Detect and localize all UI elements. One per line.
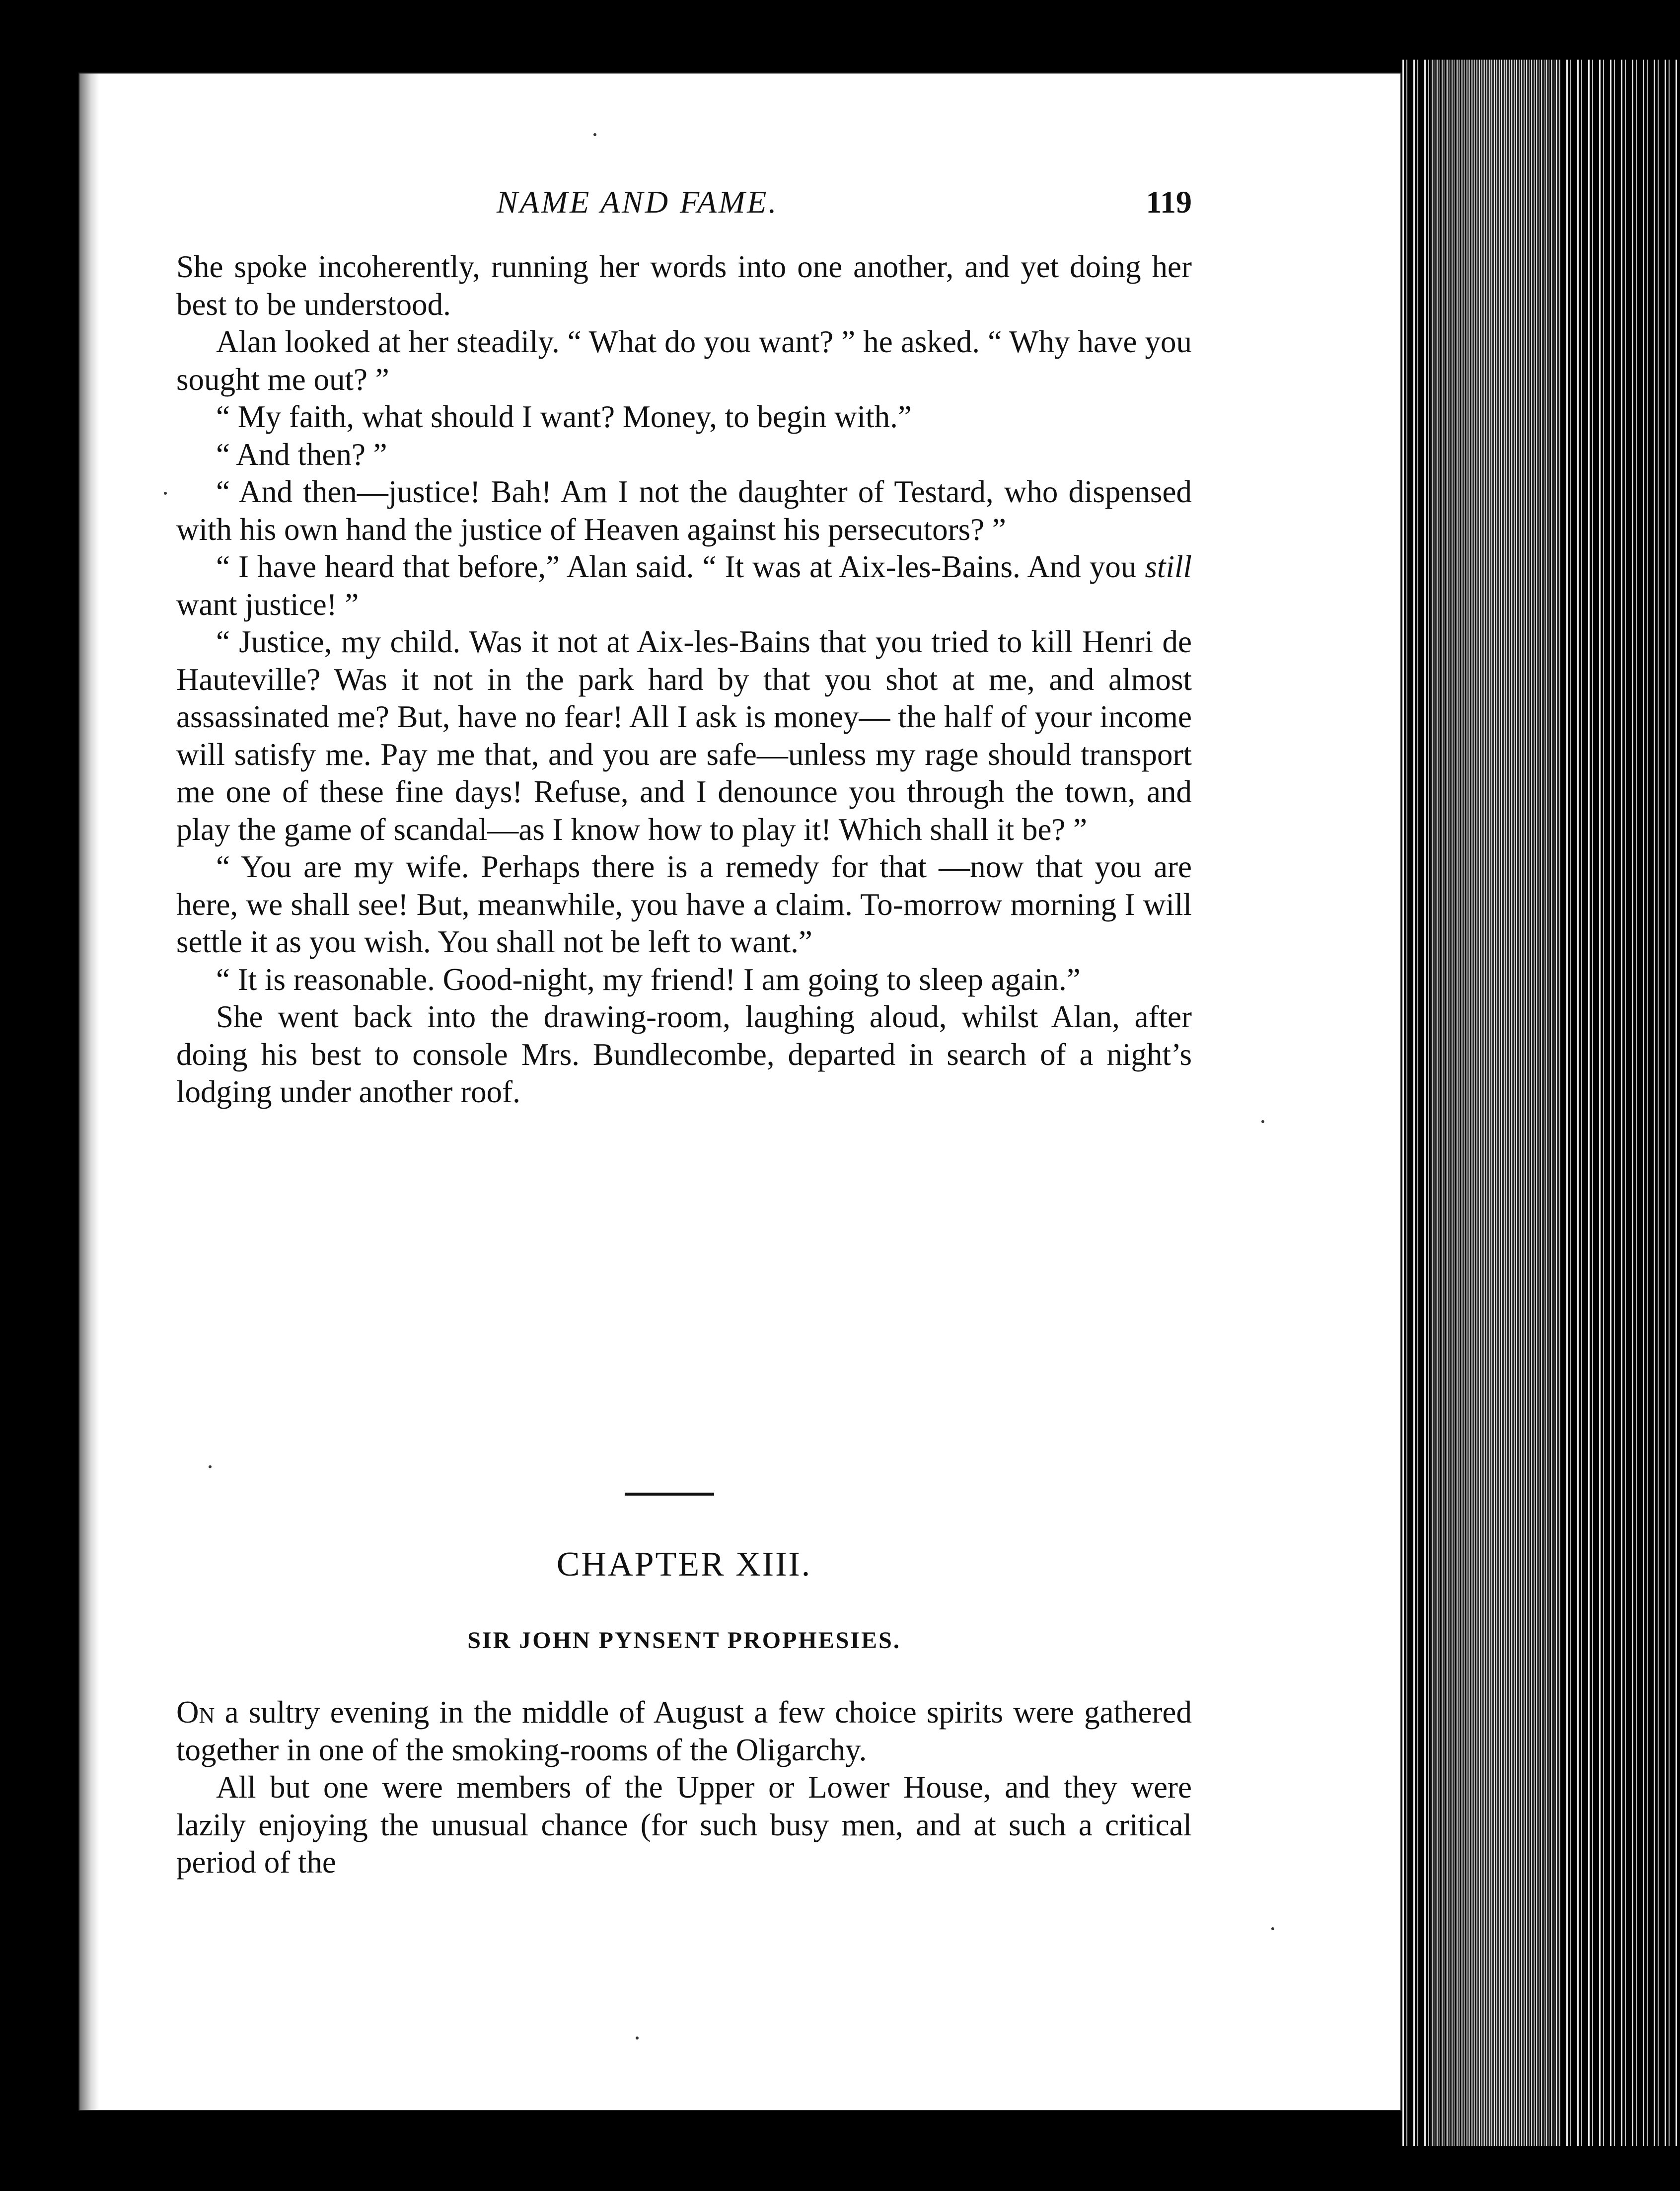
binding-shadow [79,74,99,2110]
chapter-body [176,1694,1192,1882]
chapter-first-paragraph [176,1694,1192,1769]
paragraph-text: a sultry evening in the middle of August a few choice spirits were gathered together in one of the smoking-rooms of the Oligarchy. [176,1695,1192,1767]
body-text [176,248,1192,1111]
paragraph: She spoke incoherently, running her words into one another, and yet doing her best to be understood. [176,249,1192,322]
paragraph-with-emphasis [176,548,1192,623]
emphasis-word: still [1145,549,1192,584]
paragraph: “ Justice, my child. Was it not at Aix-les-Bains that you tried to kill Henri de Hauteville? Was it not in the park hard by that you shot at me, and almost assassinated me? But, have no fear! All I ask is money— the half of your income will satisfy me. Pay me that, and you are safe—unless my rage should transport me one of these fine days! Refuse, and I denounce you through the town, and play the game of scandal—as I know how to play it! Which shall it be? ” [176,624,1192,847]
running-title: NAME AND FAME. [497,184,779,220]
scan-speck [209,1465,212,1468]
paragraph-text: “ I have heard that before,” Alan said. “ It was at Aix-les-Bains. And you [216,549,1145,584]
scan-speck [1261,1120,1264,1123]
paragraph: “ You are my wife. Perhaps there is a remedy for that —now that you are here, we shall see! But, meanwhile, you have a claim. To-morrow morning I will settle it as you wish. You shall not be left to want.” [176,849,1192,959]
page-number: 119 [1146,184,1192,220]
paragraph: “ And then? ” [216,437,387,472]
paragraph: “ And then—justice! Bah! Am I not the daughter of Testard, who dispensed with his own hand the justice of Heaven against his persecutors? ” [176,474,1192,547]
chapter-paragraph: All but one were members of the Upper or Lower House, and they were lazily enjoying the unusual chance (for such busy men, and at such a critical period of the [176,1770,1192,1880]
chapter-subtitle: SIR JOHN PYNSENT PROPHESIES. [467,1627,901,1654]
drop-word: On [176,1695,215,1730]
paragraph: “ It is reasonable. Good-night, my friend! I am going to sleep again.” [216,962,1081,997]
section-rule [625,1493,714,1496]
paragraph: She went back into the drawing-room, laughing aloud, whilst Alan, after doing his best to console Mrs. Bundlecombe, departed in search of a night’s lodging under another roof. [176,999,1192,1109]
scan-speck [164,492,167,495]
scan-speck [593,133,596,136]
page-header [179,184,1192,228]
paragraph-tail: want justice! ” [176,587,359,622]
page-stack-edges-inner [1430,60,1559,2146]
paragraph: “ My faith, what should I want? Money, to begin with.” [216,399,912,434]
scan-speck [1271,1927,1274,1930]
chapter-title: CHAPTER XIII. [556,1545,812,1584]
paragraph: Alan looked at her steadily. “ What do you want? ” he asked. “ Why have you sought me out? ” [176,324,1192,397]
scan-speck [636,2037,639,2040]
